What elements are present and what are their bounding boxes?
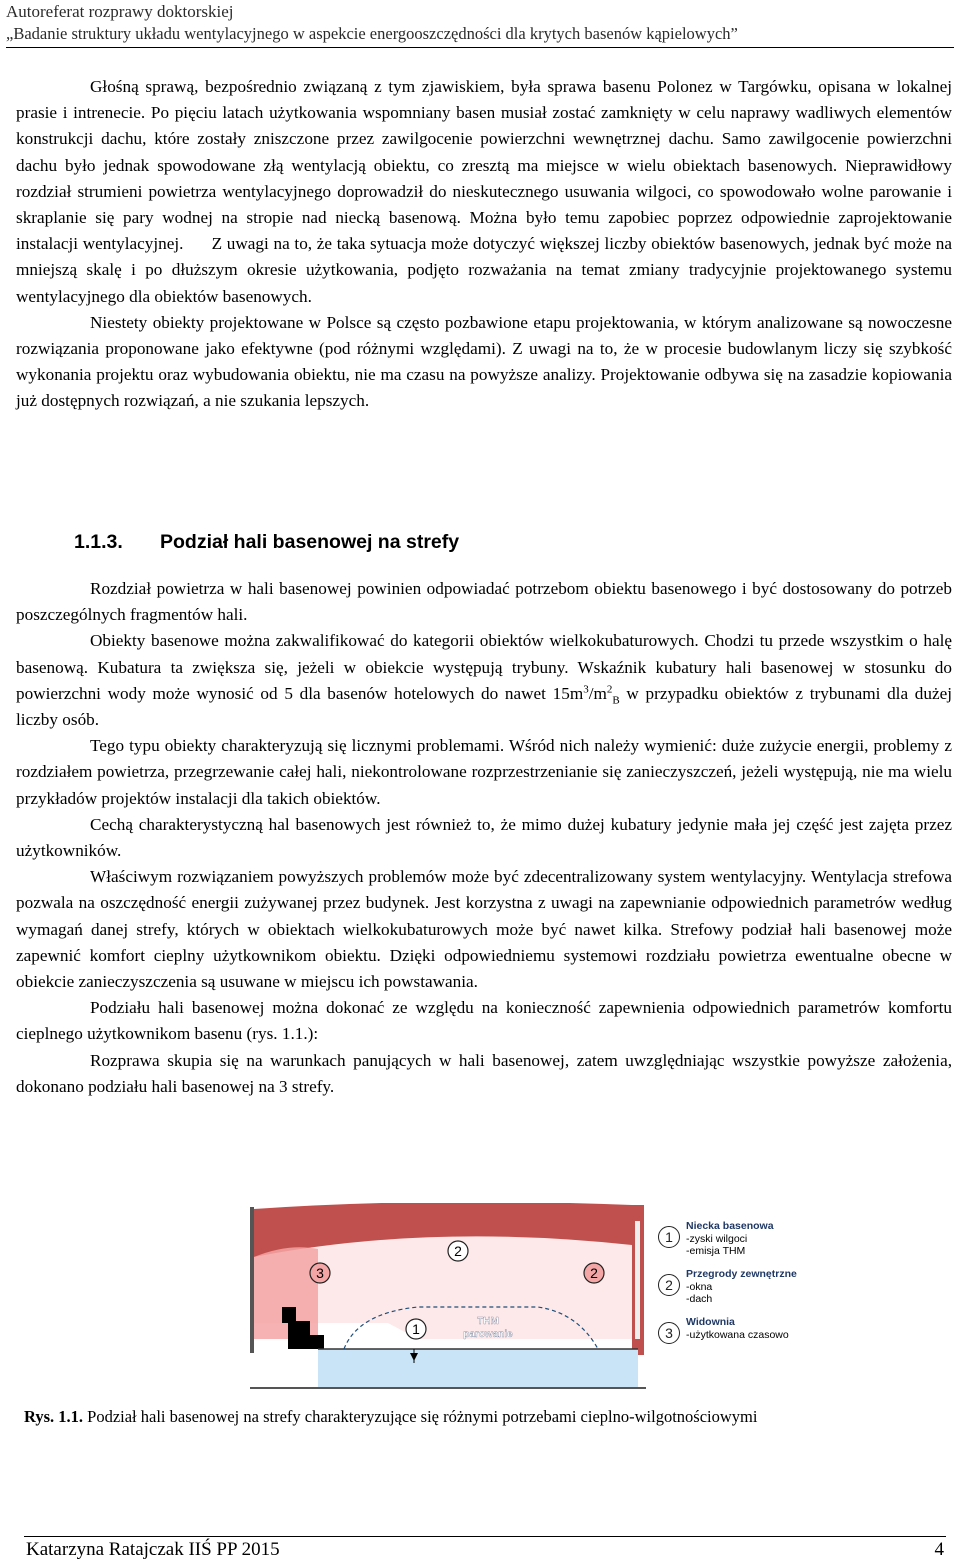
paragraph: Cechą charakterystyczną hal basenowych jest również to, że mimo dużej kubatury jedynie mała jej część jest zajęta przez użytkowników.: [16, 814, 952, 861]
legend-entry: -okna: [686, 1280, 713, 1293]
zone-1-label: 1: [412, 1321, 420, 1337]
section-number: 1.1.3.: [74, 531, 123, 553]
zone-2b-label: 2: [590, 1265, 598, 1281]
caption-label: Rys. 1.1.: [24, 1407, 84, 1426]
paragraph-text: w przypadku obiektów z trybunami dla dużej liczby osób.: [16, 683, 952, 730]
paragraph: Tego typu obiekty charakteryzują się licznymi problemami. Wśród nich należy wymienić: duże zużycie energii, problemy z rozdziałem powietrza, przegrzewanie całej hali, niekontrolowane rozprzestrzenianie się zanieczyszczeń, jeżeli występują, nie ma wielu przykładów projektów instalacji dla takich obiektów.: [16, 736, 952, 808]
section-heading: [74, 531, 459, 554]
subscript: B: [612, 694, 620, 707]
legend-entry: -dach: [686, 1293, 713, 1305]
running-header-title: Autoreferat rozprawy doktorskiej: [6, 2, 234, 21]
legend-text: [686, 1316, 789, 1341]
legend-zone-1-icon: 1: [658, 1226, 680, 1248]
legend-text: [686, 1268, 797, 1306]
paragraph-kubatura: [16, 628, 952, 733]
pool-floor: [250, 1387, 646, 1389]
footer-author: Katarzyna Ratajczak IIŚ PP 2015: [26, 1539, 280, 1560]
paragraph: Właściwym rozwiązaniem powyższych problemów może być zdecentralizowany system wentylacyjny. Wentylacja strefowa pozwala na oszczędność energii zużywanej przez budynek. Jest korzystna z uwagi na zapewnianie odpowiednich parametrów według wymagań danej strefy, których w obiektach wielkokubaturowych może być nawet kilka. Strefowy podział hali basenowej może zapewnić komfort cieplny użytkownikom obiektu. Dzięki odpowiedniemu systemowi rozdziału powietrza ewentualne obecne w obiekcie zanieczyszczenia są usuwane w miejscu ich powstawania.: [16, 867, 952, 992]
running-header-subtitle: „Badanie struktury układu wentylacyjnego w aspekcie energooszczędności dla krytych basenów kąpielowych”: [6, 24, 738, 43]
unit-text: /m: [588, 683, 607, 703]
legend-title: Widownia: [686, 1316, 735, 1328]
superscript: 2: [606, 683, 613, 696]
legend-title: Niecka basenowa: [686, 1220, 774, 1232]
header-rule: [6, 47, 954, 48]
section-title: Podział hali basenowej na strefy: [160, 531, 460, 553]
paragraph-text: Obiekty basenowe można zakwalifikować do kategorii obiektów wielkokubaturowych. Chodzi tu przede wszystkim o halę basenową. Kubatura ta zwiększa się, jeżeli w obiekcie występują trybuny. Wskaźnik kubatury hali basenowej w stosunku do powierzchni wody może wynosić od 5 dla basenów hotelowych do nawet 15m: [16, 631, 952, 703]
legend-entry: -użytkowana czasowo: [686, 1328, 789, 1341]
thm-label: THM: [477, 1316, 499, 1327]
pool-water: [318, 1349, 638, 1387]
legend-entry: -zyski wilgoci: [686, 1232, 748, 1245]
paragraph: Podziału hali basenowej można dokonać ze względu na konieczność zapewnienia odpowiednich parametrów komfortu cieplnego użytkownikom basenu (rys. 1.1.):: [16, 998, 952, 1044]
legend-entry: -emisja THM: [686, 1245, 746, 1257]
legend-title: Przegrody zewnętrzne: [686, 1268, 797, 1280]
page-number: 4: [934, 1539, 944, 1560]
footer-rule: [24, 1536, 946, 1537]
left-wall: [250, 1207, 254, 1353]
body-text-top: [16, 74, 957, 415]
paragraph: Rozprawa skupia się na warunkach panujących w hali basenowej, zatem uwzględniając wszystkie powyższe założenia, dokonano podziału hali basenowej na 3 strefy.: [16, 1050, 952, 1096]
paragraph: Rozdział powietrza w hali basenowej powinien odpowiadać potrzebom obiektu basenowego i być dostosowany do potrzeb poszczególnych fragmentów hali.: [16, 579, 952, 625]
legend-zone-3-icon: 3: [658, 1322, 680, 1344]
zone-3-label: 3: [316, 1265, 324, 1281]
paragraph: Głośną sprawą, bezpośrednio związaną z tym zjawiskiem, była sprawa basenu Polonez w Targówku, opisana w lokalnej prasie i intrenecie. Po pięciu latach użytkowania wspomniany basen musiał zostać zamknięty w celu naprawy wadliwych elementów konstrukcji dachu, które zostały zniszczone przez zawilgocenie powierzchni wewnętrznej dachu. Samo zawilgocenie powierzchni dachu było jednak spowodowane złą wentylacją obiektu, co zresztą ma miejsce w wielu obiektach basenowych. Nieprawidłowy rozdział strumieni powietrza wentylacyjnego doprowadził do nieskutecznego usuwania wilgoci, co spowodowało wolne parowanie i skraplanie się pary wodnej na stropie nad niecką basenową. Można było temu zapobiec poprzez odpowiednie zaprojektowanie instalacji wentylacyjnej. Z uwagi na to, że taka sytuacja może dotyczyć większej liczby obiektów basenowych, jednak być może na mniejszą skalę i po dłuższym okresie użytkowania, podjęto rozważania na temat zmiany tradycyjnie projektowanego systemu wentylacyjnego dla obiektów basenowych.: [16, 77, 957, 306]
caption-text: Podział hali basenowej na strefy charakteryzujące się różnymi potrzebami cieplno-wilgotnościowymi: [83, 1407, 758, 1426]
legend-text: [686, 1220, 774, 1258]
figure-caption: [24, 1407, 757, 1427]
superscript: 3: [583, 683, 589, 696]
zone-2-label: 2: [454, 1243, 462, 1259]
paragraph: Niestety obiekty projektowane w Polsce są często pozbawione etapu projektowania, w którym analizowane są nowoczesne rozwiązania proponowane jako efektywne (pod różnymi względami). Z uwagi na to, że w procesie budowlanym liczy się szybkość wykonania projektu oraz wybudowania obiektu, nie ma czasu na powyższe analizy. Projektowanie odbywa się na zasadzie kopiowania już dostępnych rozwiązań, a nie szukania lepszych.: [16, 312, 952, 411]
body-text-bottom: [16, 576, 952, 1100]
parowanie-label: parowanie: [463, 1329, 513, 1340]
legend-zone-2-icon: 2: [658, 1274, 680, 1296]
